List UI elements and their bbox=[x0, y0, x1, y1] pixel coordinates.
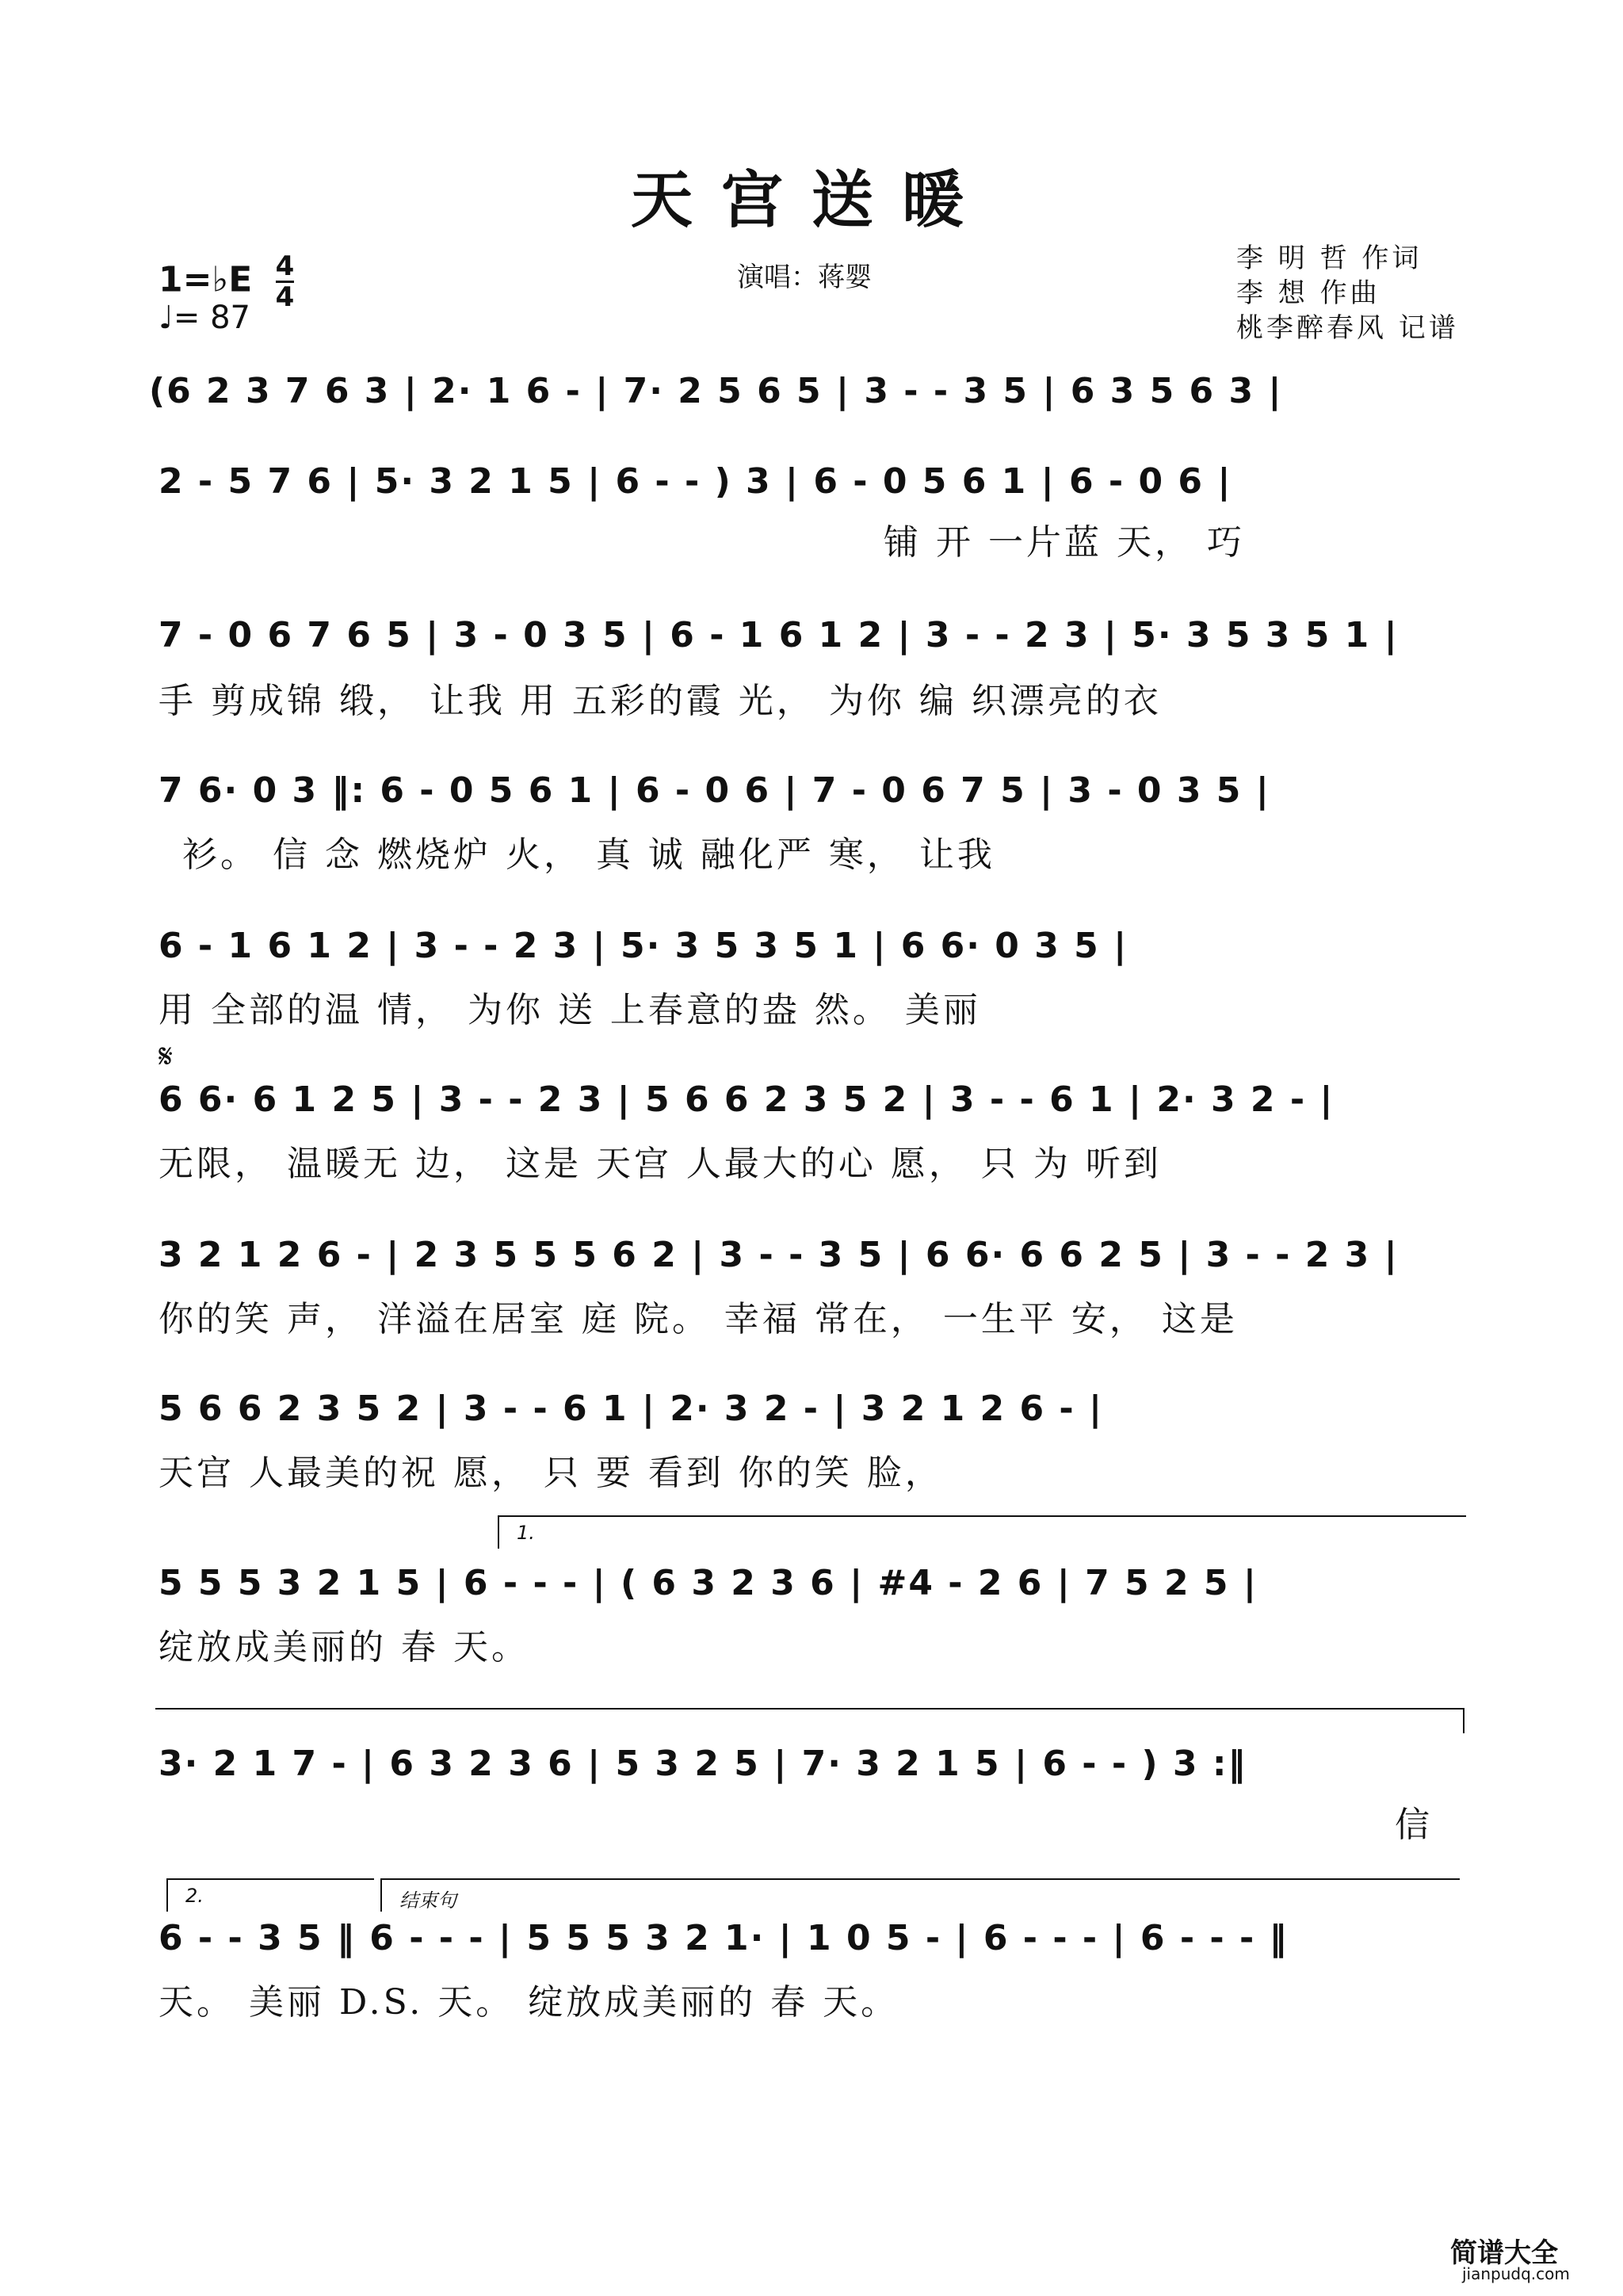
score-system-lyrics: 铺 开 一片蓝 天， 巧 bbox=[884, 522, 1245, 563]
score-system-lyrics: 天。 美丽 D.S. 天。 绽放成美丽的 春 天。 bbox=[158, 1982, 899, 2023]
score-system-notes: 2 - 5 7 6 | 5· 3 2 1 5 | 6 - - ) 3 | 6 - 0 5 6 1 | 6 - 0 6 | bbox=[158, 461, 1232, 502]
score-system-lyrics: 手 剪成锦 缎， 让我 用 五彩的霞 光， 为你 编 织漂亮的衣 bbox=[158, 681, 1162, 721]
time-denominator: 4 bbox=[275, 281, 295, 313]
tempo-mark: ♩= 87 bbox=[158, 300, 250, 336]
transcriber-credit: 桃李醉春风 记谱 bbox=[1236, 312, 1459, 344]
lyricist-credit: 李 明 哲 作词 bbox=[1236, 243, 1423, 274]
score-system-notes: 3 2 1 2 6 - | 2 3 5 5 5 6 2 | 3 - - 3 5 | 6 6· 6 6 2 5 | 3 - - 2 3 | bbox=[158, 1235, 1399, 1275]
score-system-notes: 7 6· 0 3 ‖: 6 - 0 5 6 1 | 6 - 0 6 | 7 - 0 6 7 5 | 3 - 0 3 5 | bbox=[158, 770, 1270, 811]
score-system-notes: 7 - 0 6 7 6 5 | 3 - 0 3 5 | 6 - 1 6 1 2 | 3 - - 2 3 | 5· 3 5 3 5 1 | bbox=[158, 615, 1399, 655]
coda-bracket bbox=[380, 1878, 1460, 1912]
watermark-logo: 简谱大全 bbox=[1450, 2237, 1558, 2269]
watermark-site: jianpudq.com bbox=[1462, 2264, 1570, 2283]
score-system-lyrics: 天宫 人最美的祝 愿， 只 要 看到 你的笑 脸， bbox=[158, 1453, 943, 1493]
score-system-lyrics: 信 bbox=[1395, 1805, 1433, 1845]
first-ending-continuation bbox=[155, 1708, 1465, 1733]
score-system-notes: 3· 2 1 7 - | 6 3 2 3 6 | 5 3 2 5 | 7· 3 2 1 5 | 6 - - ) 3 :‖ bbox=[158, 1744, 1247, 1784]
singer-credit: 演唱：蒋婴 bbox=[737, 262, 872, 293]
score-system-lyrics: 衫。 信 念 燃烧炉 火， 真 诚 融化严 寒， 让我 bbox=[182, 835, 995, 875]
second-ending-bracket bbox=[166, 1878, 374, 1912]
score-system-lyrics: 你的笑 声， 洋溢在居室 庭 院。 幸福 常在， 一生平 安， 这是 bbox=[158, 1299, 1238, 1339]
segno-mark: 𝄋 bbox=[158, 1037, 174, 1075]
coda-label: 结束句 bbox=[399, 1889, 456, 1912]
key-label: 1=♭E bbox=[158, 259, 253, 300]
second-ending-label: 2. bbox=[185, 1885, 204, 1907]
score-system-notes: 6 - - 3 5 ‖ 6 - - - | 5 5 5 3 2 1· | 1 0 5 - | 6 - - - | 6 - - - ‖ bbox=[158, 1918, 1289, 1958]
score-system-notes: 5 6 6 2 3 5 2 | 3 - - 6 1 | 2· 3 2 - | 3 2 1 2 6 - | bbox=[158, 1389, 1104, 1429]
first-ending-label: 1. bbox=[517, 1522, 535, 1544]
score-title: 天宫送暖 bbox=[630, 164, 992, 236]
score-system-lyrics: 无限， 温暖无 边， 这是 天宫 人最大的心 愿， 只 为 听到 bbox=[158, 1144, 1162, 1184]
time-signature bbox=[276, 252, 295, 311]
score-system-notes: (6 2 3 7 6 3 | 2· 1 6 - | 7· 2 5 6 5 | 3 - - 3 5 | 6 3 5 6 3 | bbox=[149, 371, 1283, 411]
score-system-notes: 5 5 5 3 2 1 5 | 6 - - - | ( 6 3 2 3 6 | #4 - 2 6 | 7 5 2 5 | bbox=[158, 1563, 1258, 1603]
score-system-notes: 6 6· 6 1 2 5 | 3 - - 2 3 | 5 6 6 2 3 5 2 | 3 - - 6 1 | 2· 3 2 - | bbox=[158, 1079, 1335, 1120]
score-system-lyrics: 绽放成美丽的 春 天。 bbox=[158, 1627, 529, 1668]
first-ending-bracket bbox=[498, 1515, 1466, 1549]
score-system-lyrics: 用 全部的温 情， 为你 送 上春意的盎 然。 美丽 bbox=[158, 990, 981, 1030]
composer-credit: 李 想 作曲 bbox=[1236, 277, 1381, 309]
score-system-notes: 6 - 1 6 1 2 | 3 - - 2 3 | 5· 3 5 3 5 1 | 6 6· 0 3 5 | bbox=[158, 926, 1128, 966]
time-numerator: 4 bbox=[275, 250, 295, 282]
